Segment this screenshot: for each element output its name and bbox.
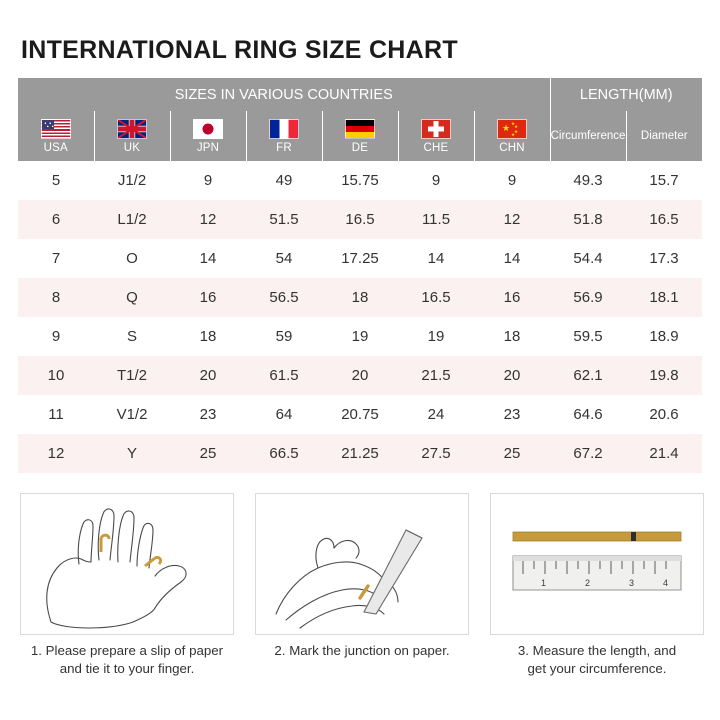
column-header-circumference: Circumference	[550, 111, 626, 161]
cell-diameter: 18.9	[626, 317, 702, 356]
column-header-uk	[94, 111, 170, 161]
group-header-length: LENGTH(MM)	[550, 78, 702, 111]
cell-de: 21.25	[322, 434, 398, 473]
hand-marking-paper-icon	[255, 493, 469, 635]
cell-usa: 11	[18, 395, 94, 434]
cell-jpn: 20	[170, 356, 246, 395]
cell-uk: J1/2	[94, 161, 170, 200]
flag-fr-icon	[269, 119, 299, 139]
table-row	[18, 239, 702, 278]
cell-circumference: 54.4	[550, 239, 626, 278]
cell-jpn: 18	[170, 317, 246, 356]
cell-chn: 9	[474, 161, 550, 200]
table-row	[18, 395, 702, 434]
cell-fr: 61.5	[246, 356, 322, 395]
ruler-measuring-strip-icon	[490, 493, 704, 635]
cell-chn: 23	[474, 395, 550, 434]
country-code-che: CHE	[423, 141, 449, 154]
table-row	[18, 200, 702, 239]
instruction-caption-3: 3. Measure the length, and get your circumference.	[517, 643, 677, 676]
cell-de: 20.75	[322, 395, 398, 434]
instruction-step-2	[255, 493, 469, 678]
country-code-jpn: JPN	[196, 141, 220, 154]
cell-chn: 16	[474, 278, 550, 317]
cell-uk: O	[94, 239, 170, 278]
svg-text:3: 3	[629, 578, 635, 588]
cell-che: 16.5	[398, 278, 474, 317]
table-row	[18, 434, 702, 473]
cell-de: 19	[322, 317, 398, 356]
cell-uk: V1/2	[94, 395, 170, 434]
table-row	[18, 278, 702, 317]
cell-diameter: 20.6	[626, 395, 702, 434]
cell-circumference: 51.8	[550, 200, 626, 239]
column-header-jpn	[170, 111, 246, 161]
hand-with-paper-strip-icon	[20, 493, 234, 635]
cell-diameter: 19.8	[626, 356, 702, 395]
cell-diameter: 16.5	[626, 200, 702, 239]
flag-chn-icon: ★ ★ ★ ★ ★	[497, 119, 527, 139]
column-header-fr	[246, 111, 322, 161]
country-header-row	[18, 111, 702, 161]
column-header-usa	[18, 111, 94, 161]
cell-usa: 5	[18, 161, 94, 200]
cell-jpn: 23	[170, 395, 246, 434]
cell-uk: T1/2	[94, 356, 170, 395]
cell-che: 27.5	[398, 434, 474, 473]
cell-jpn: 16	[170, 278, 246, 317]
cell-che: 9	[398, 161, 474, 200]
instruction-caption-2: 2. Mark the junction on paper.	[274, 643, 450, 658]
cell-chn: 18	[474, 317, 550, 356]
table-header	[18, 78, 702, 161]
cell-che: 21.5	[398, 356, 474, 395]
flag-uk-icon	[117, 119, 147, 139]
cell-uk: L1/2	[94, 200, 170, 239]
cell-chn: 14	[474, 239, 550, 278]
cell-usa: 7	[18, 239, 94, 278]
cell-diameter: 17.3	[626, 239, 702, 278]
instruction-step-3	[490, 493, 704, 678]
flag-jpn-icon	[193, 119, 223, 139]
cell-chn: 25	[474, 434, 550, 473]
ring-size-table	[18, 78, 702, 473]
cell-circumference: 49.3	[550, 161, 626, 200]
cell-fr: 54	[246, 239, 322, 278]
cell-fr: 66.5	[246, 434, 322, 473]
instruction-step-1	[20, 493, 234, 678]
group-header-row	[18, 78, 702, 111]
flag-usa-icon	[41, 119, 71, 139]
cell-de: 20	[322, 356, 398, 395]
cell-usa: 8	[18, 278, 94, 317]
cell-diameter: 18.1	[626, 278, 702, 317]
cell-che: 14	[398, 239, 474, 278]
cell-usa: 10	[18, 356, 94, 395]
cell-chn: 20	[474, 356, 550, 395]
instruction-caption-1: 1. Please prepare a slip of paper and tie it to your finger.	[30, 643, 224, 676]
cell-usa: 12	[18, 434, 94, 473]
country-code-usa: USA	[43, 141, 68, 154]
svg-text:2: 2	[585, 578, 591, 588]
cell-de: 15.75	[322, 161, 398, 200]
cell-jpn: 14	[170, 239, 246, 278]
cell-usa: 6	[18, 200, 94, 239]
cell-uk: Q	[94, 278, 170, 317]
flag-che-icon	[421, 119, 451, 139]
column-header-chn	[474, 111, 550, 161]
country-code-fr: FR	[276, 141, 292, 154]
column-header-che	[398, 111, 474, 161]
table-body	[18, 161, 702, 473]
cell-fr: 51.5	[246, 200, 322, 239]
cell-uk: Y	[94, 434, 170, 473]
country-code-uk: UK	[123, 141, 141, 154]
table-row	[18, 356, 702, 395]
cell-fr: 64	[246, 395, 322, 434]
cell-circumference: 64.6	[550, 395, 626, 434]
cell-de: 17.25	[322, 239, 398, 278]
cell-fr: 59	[246, 317, 322, 356]
cell-jpn: 25	[170, 434, 246, 473]
cell-circumference: 62.1	[550, 356, 626, 395]
cell-chn: 12	[474, 200, 550, 239]
country-code-de: DE	[351, 141, 369, 154]
table-row	[18, 317, 702, 356]
cell-fr: 56.5	[246, 278, 322, 317]
country-code-chn: CHN	[499, 141, 525, 154]
cell-che: 11.5	[398, 200, 474, 239]
cell-fr: 49	[246, 161, 322, 200]
svg-text:1: 1	[541, 578, 547, 588]
cell-circumference: 59.5	[550, 317, 626, 356]
cell-diameter: 15.7	[626, 161, 702, 200]
cell-jpn: 12	[170, 200, 246, 239]
page-title: INTERNATIONAL RING SIZE CHART	[21, 36, 458, 64]
cell-circumference: 56.9	[550, 278, 626, 317]
group-header-countries: SIZES IN VARIOUS COUNTRIES	[18, 78, 550, 111]
cell-che: 19	[398, 317, 474, 356]
cell-de: 16.5	[322, 200, 398, 239]
column-header-de	[322, 111, 398, 161]
svg-text:4: 4	[663, 578, 669, 588]
cell-circumference: 67.2	[550, 434, 626, 473]
cell-uk: S	[94, 317, 170, 356]
table-row	[18, 161, 702, 200]
flag-de-icon	[345, 119, 375, 139]
column-header-diameter: Diameter	[626, 111, 702, 161]
cell-che: 24	[398, 395, 474, 434]
cell-usa: 9	[18, 317, 94, 356]
cell-diameter: 21.4	[626, 434, 702, 473]
instruction-panels	[18, 493, 702, 678]
cell-jpn: 9	[170, 161, 246, 200]
cell-de: 18	[322, 278, 398, 317]
